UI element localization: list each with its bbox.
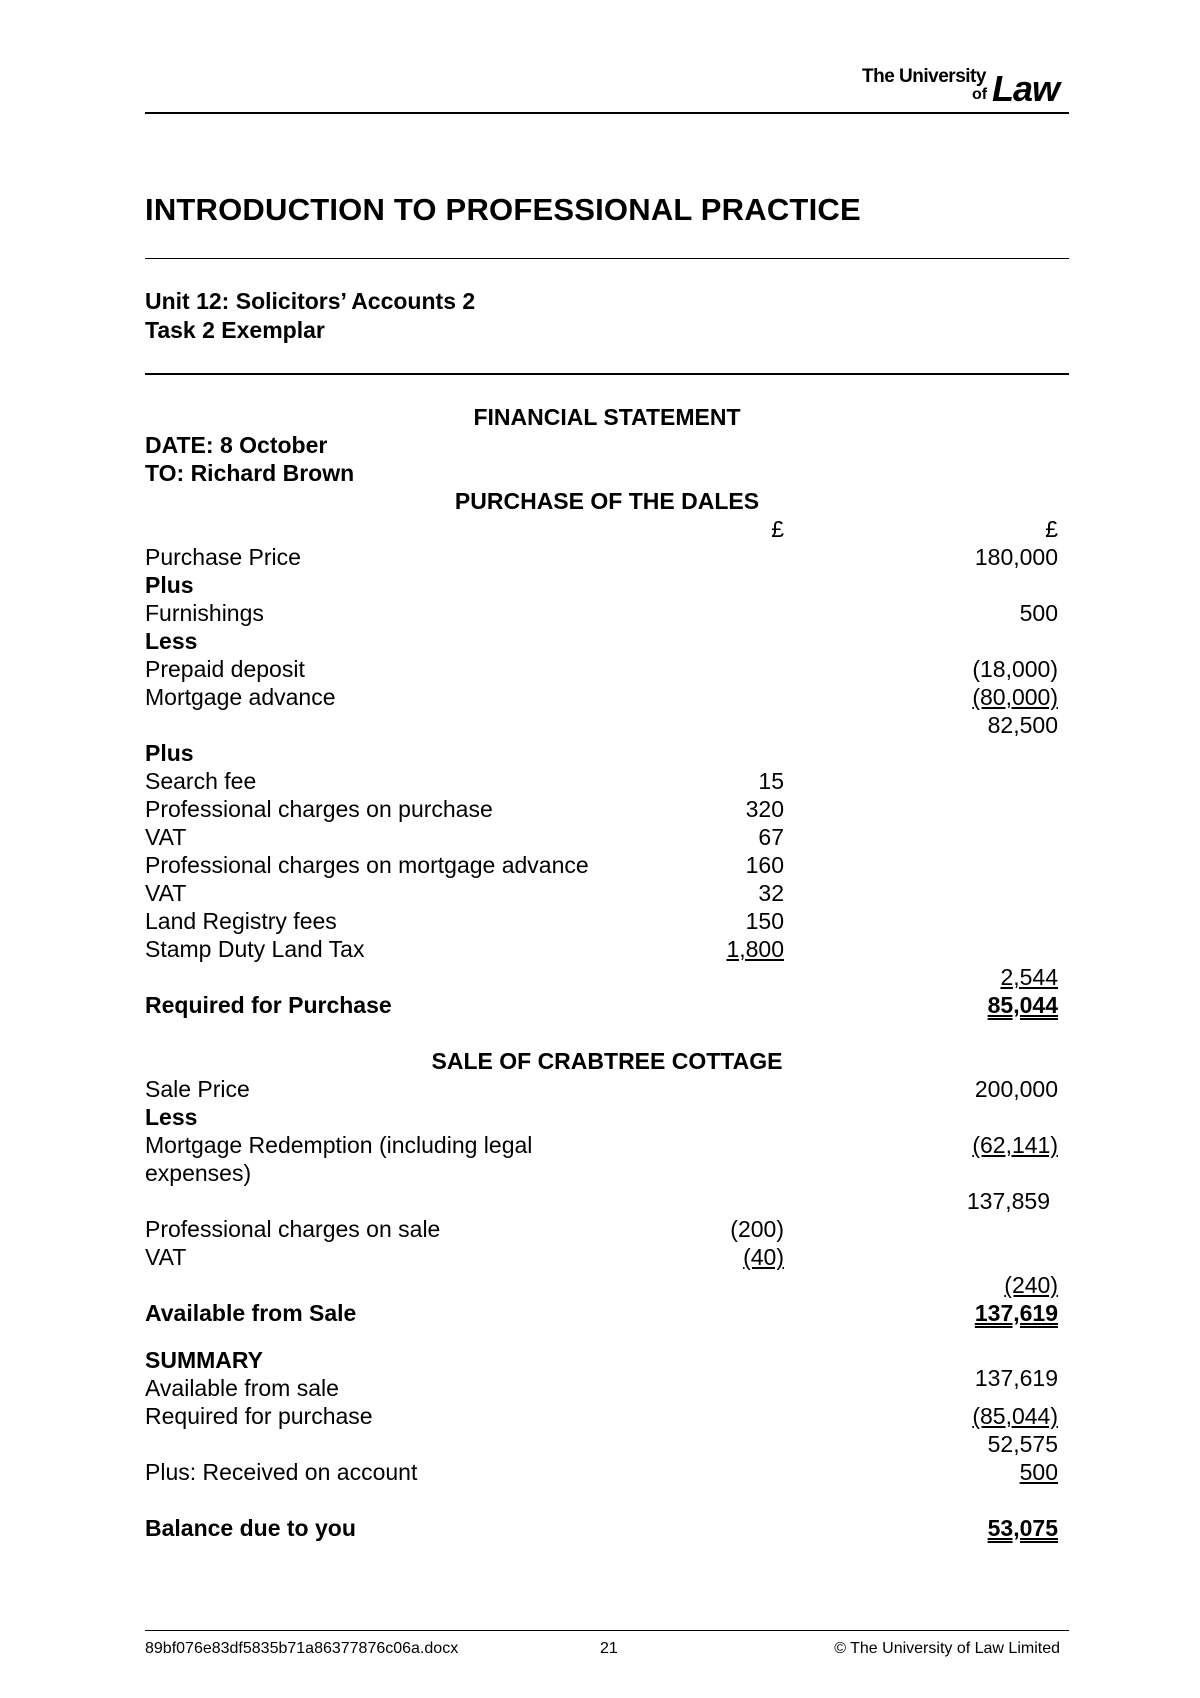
statement-recipient: TO: Richard Brown <box>145 460 355 486</box>
sdlt-label: Stamp Duty Land Tax <box>145 936 365 962</box>
purchase-price-value: 180,000 <box>974 544 1058 570</box>
sale-price-value: 200,000 <box>974 1076 1058 1102</box>
sale-costs-subtotal: (240) <box>1004 1272 1058 1298</box>
prof-mortgage-value: 160 <box>745 852 784 878</box>
sale-heading: SALE OF CRABTREE COTTAGE <box>431 1048 783 1074</box>
summary-subtotal: 52,575 <box>987 1431 1058 1457</box>
footer-filename: 89bf076e83df5835b71a86377876c06a.docx <box>145 1640 459 1657</box>
mortgage-redemption-label-cont: expenses) <box>145 1160 252 1186</box>
purchase-price-label: Purchase Price <box>145 544 301 570</box>
mortgage-redemption-label: Mortgage Redemption (including legal <box>145 1132 533 1158</box>
vat-label: VAT <box>145 1244 187 1270</box>
vat-value: (40) <box>743 1244 784 1270</box>
less-label: Less <box>145 1104 198 1130</box>
plus-label: Plus <box>145 572 194 598</box>
balance-label: Balance due to you <box>145 1515 356 1541</box>
sale-subtotal: 137,859 <box>966 1188 1050 1214</box>
mortgage-redemption-value: (62,141) <box>972 1132 1058 1158</box>
logo-line1: The University <box>862 66 986 87</box>
less-label: Less <box>145 628 198 654</box>
title-rule <box>145 258 1069 259</box>
purchase-subtotal: 82,500 <box>987 712 1058 738</box>
vat-value: 32 <box>758 880 784 906</box>
plus-label: Plus <box>145 740 194 766</box>
prof-sale-label: Professional charges on sale <box>145 1216 441 1242</box>
currency-col1: £ <box>771 516 784 542</box>
prof-purchase-label: Professional charges on purchase <box>145 796 493 822</box>
received-value: 500 <box>1019 1459 1058 1485</box>
header-rule <box>145 112 1069 114</box>
statement-heading: FINANCIAL STATEMENT <box>473 404 741 430</box>
footer-rule <box>145 1630 1069 1631</box>
costs-subtotal: 2,544 <box>1000 964 1058 990</box>
page-title: INTRODUCTION TO PROFESSIONAL PRACTICE <box>145 192 861 227</box>
vat-label: VAT <box>145 824 187 850</box>
furnishings-label: Furnishings <box>145 600 264 626</box>
footer-copyright: © The University of Law Limited <box>834 1640 1060 1657</box>
prof-purchase-value: 320 <box>745 796 784 822</box>
received-label: Plus: Received on account <box>145 1459 418 1485</box>
required-label: Required for Purchase <box>145 992 392 1018</box>
vat-value: 67 <box>758 824 784 850</box>
prepaid-deposit-label: Prepaid deposit <box>145 656 305 682</box>
prof-mortgage-label: Professional charges on mortgage advance <box>145 852 589 878</box>
req-purchase-label: Required for purchase <box>145 1403 373 1429</box>
search-fee-value: 15 <box>758 768 784 794</box>
unit-label: Unit 12: Solicitors’ Accounts 2 <box>145 288 476 314</box>
task-label: Task 2 Exemplar <box>145 317 325 343</box>
available-value: 137,619 <box>974 1300 1058 1326</box>
land-registry-value: 150 <box>745 908 784 934</box>
page-number: 21 <box>600 1640 618 1657</box>
req-purchase-value: (85,044) <box>972 1403 1058 1429</box>
logo-line3: Law <box>992 68 1060 109</box>
university-logo <box>862 64 1067 108</box>
purchase-heading: PURCHASE OF THE DALES <box>454 488 760 514</box>
prof-sale-value: (200) <box>730 1216 784 1242</box>
prepaid-deposit-value: (18,000) <box>972 656 1058 682</box>
required-value: 85,044 <box>987 992 1058 1018</box>
statement-date: DATE: 8 October <box>145 432 328 458</box>
mortgage-advance-value: (80,000) <box>972 684 1058 710</box>
land-registry-label: Land Registry fees <box>145 908 337 934</box>
avail-sale-value: 137,619 <box>974 1365 1058 1391</box>
furnishings-value: 500 <box>1019 600 1058 626</box>
search-fee-label: Search fee <box>145 768 257 794</box>
vat-label: VAT <box>145 880 187 906</box>
avail-sale-label: Available from sale <box>145 1375 339 1401</box>
logo-line2: of <box>972 86 988 103</box>
sale-price-label: Sale Price <box>145 1076 250 1102</box>
summary-heading: SUMMARY <box>145 1347 263 1373</box>
available-label: Available from Sale <box>145 1300 357 1326</box>
mortgage-advance-label: Mortgage advance <box>145 684 336 710</box>
currency-col2: £ <box>1045 516 1058 542</box>
balance-value: 53,075 <box>987 1515 1058 1541</box>
subtitle-rule <box>145 373 1069 375</box>
sdlt-value: 1,800 <box>726 936 784 962</box>
